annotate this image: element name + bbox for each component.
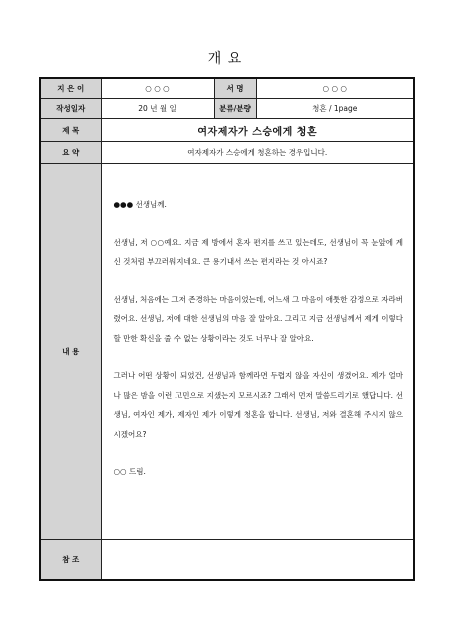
letter-body bbox=[102, 164, 414, 482]
document-title: 개 요 bbox=[207, 51, 243, 67]
content-label: 내 용 bbox=[40, 164, 101, 540]
letter-closing: ○○ 드림. bbox=[113, 467, 146, 476]
letter-paragraph-2: 선생님, 처음에는 그저 존경하는 마음이었는데, 어느새 그 마음이 애틋한 감정으로 자라버렸어요. 선생님, 저에 대한 선생님의 마음 잘 알아요. 그리고 지금 선생님께서 제게 이렇다할 만한 확신을 줄 수 없는 상황이라는 것도 너무나 잘 알아요. bbox=[113, 294, 403, 343]
content-cell bbox=[101, 164, 414, 540]
author-label: 지 은 이 bbox=[40, 78, 101, 99]
signature-label: 서 명 bbox=[214, 78, 256, 99]
author-row bbox=[40, 78, 414, 99]
letter-greeting: ●●● 선생님께. bbox=[113, 200, 167, 209]
category-label: 분류/분량 bbox=[214, 99, 256, 119]
summary-label: 요 약 bbox=[40, 142, 101, 164]
reference-row bbox=[40, 540, 414, 581]
category-value: 청혼 / 1page bbox=[256, 99, 414, 119]
reference-value[interactable] bbox=[101, 540, 414, 581]
subject-value: 여자제자가 스승에게 청혼 bbox=[101, 119, 414, 142]
author-value: ○ ○ ○ bbox=[101, 78, 214, 99]
date-label: 작성일자 bbox=[40, 99, 101, 119]
signature-value: ○ ○ ○ bbox=[256, 78, 414, 99]
letter-paragraph-3: 그러나 어떤 상황이 되었건, 선생님과 함께라면 두렵지 않을 자신이 생겼어요. 제가 얼마나 많은 밤을 이런 고민으로 지샜는지 모르시죠? 그래서 먼저 말씀드리기로 했답니다. 선생님, 여자인 제가, 제자인 제가 이렇게 청혼을 합니다. 선생님, 저와 결혼해 주시지 않으시겠어요? bbox=[113, 371, 403, 439]
subject-label: 제 목 bbox=[40, 119, 101, 142]
overview-form-table bbox=[39, 77, 415, 581]
reference-label: 참 조 bbox=[40, 540, 101, 581]
summary-value: 여자제자가 스승에게 청혼하는 경우입니다. bbox=[101, 142, 414, 164]
date-value: 20 년 월 일 bbox=[101, 99, 214, 119]
letter-paragraph-1: 선생님, 저 ○○예요. 지금 제 방에서 혼자 편지를 쓰고 있는데도, 선생님이 꼭 눈앞에 계신 것처럼 부끄러워지네요. 큰 용기내서 쓰는 편지라는 것 아시죠? bbox=[113, 237, 403, 266]
subject-row bbox=[40, 119, 414, 142]
summary-row bbox=[40, 142, 414, 164]
content-row bbox=[40, 164, 414, 540]
date-row bbox=[40, 99, 414, 119]
